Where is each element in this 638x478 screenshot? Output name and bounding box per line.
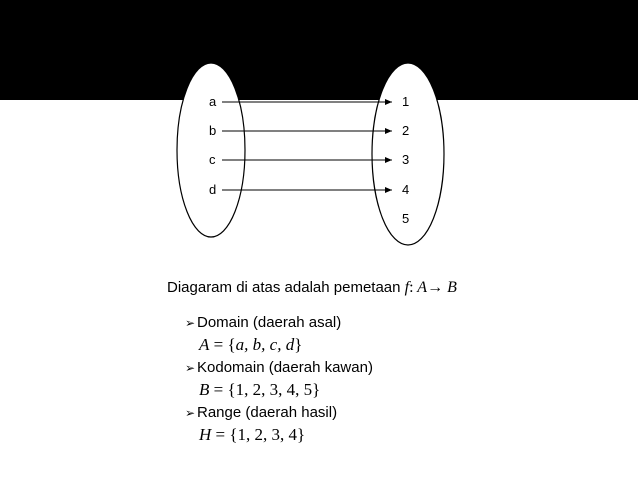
item-label: Range (daerah hasil) [197,404,338,421]
domain-item [185,311,373,334]
colon-symbol: : [409,279,414,296]
set-elements: 1, 2, 3, 4, 5 [235,380,313,399]
function-symbol: f [404,279,410,296]
codomain-set-expression [185,379,373,401]
equals-sign: = [213,380,224,399]
definition-list [185,311,373,446]
codomain-element: 2 [402,123,410,138]
domain-element: a [209,94,217,109]
set-a-symbol: A [417,279,428,296]
equals-sign: = [215,425,226,444]
codomain-element: 5 [402,211,410,226]
range-item [185,401,373,424]
set-variable: H [199,425,212,444]
range-set-expression [185,424,373,446]
codomain-item [185,356,373,379]
domain-element: b [209,123,217,138]
set-variable: A [199,335,210,354]
bullet-arrow-icon: ➢ [185,316,196,330]
caption-text: Diagaram di atas adalah pemetaan [167,279,401,296]
mapping-arrows [222,102,392,190]
function-notation [405,279,457,296]
codomain-element: 1 [402,94,410,109]
maps-to-arrow: → [427,279,444,296]
set-elements: a, b, c, d [235,335,295,354]
brace-close: } [312,380,321,399]
domain-element: c [209,152,216,167]
item-label: Domain (daerah asal) [197,314,342,331]
brace-open: { [229,425,238,444]
mapping-caption [167,279,457,297]
equals-sign: = [213,335,224,354]
bullet-arrow-icon: ➢ [185,406,196,420]
domain-element: d [209,182,217,197]
bullet-arrow-icon: ➢ [185,361,196,375]
brace-open: { [227,380,236,399]
set-variable: B [199,380,210,399]
brace-close: } [294,335,303,354]
domain-set-expression [185,334,373,356]
domain-set-oval [177,63,245,237]
item-label: Kodomain (daerah kawan) [197,359,373,376]
set-elements: 1, 2, 3, 4 [237,425,298,444]
codomain-element: 4 [402,182,410,197]
brace-open: { [227,335,236,354]
codomain-element: 3 [402,152,410,167]
brace-close: } [297,425,306,444]
set-b-symbol: B [447,279,457,296]
